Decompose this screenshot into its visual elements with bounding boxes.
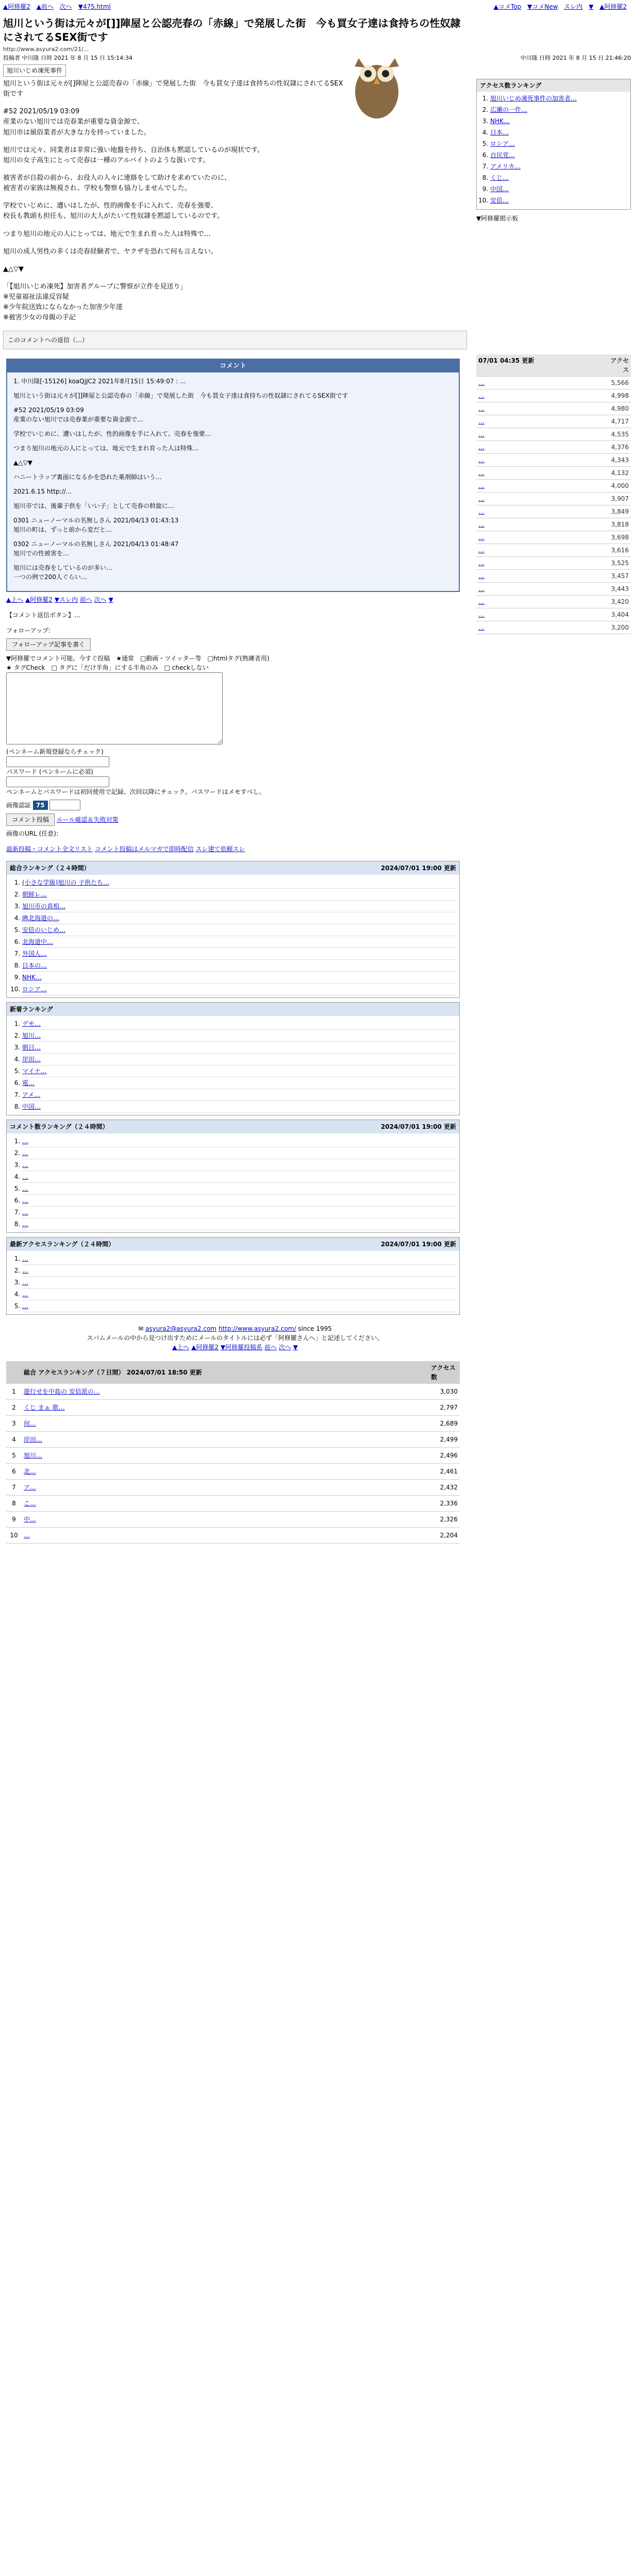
weekly-rank-link[interactable]: 北…: [24, 1468, 37, 1476]
rank-title: 新着ランキング: [10, 1006, 53, 1013]
side-rank-link[interactable]: ロシア…: [490, 140, 515, 147]
table-row: [476, 621, 631, 634]
table-row: [476, 608, 631, 621]
follow-note: ペンネームとパスワードは初回使用で記録、次回以降にチェック。パスワードはメモすべし。: [6, 788, 265, 796]
link-next[interactable]: 次へ: [94, 596, 107, 604]
follow-note: ▼阿修羅でコメント可能。今すぐ投稿 ★通常 □動画・ツイッター等 □htmlタグ(熟練者用): [6, 655, 270, 663]
follow-note: ★ タグCheck □ タグに「だけ半角」にする半角のみ □ checkしない: [6, 664, 209, 672]
meta-right: 中川隆 日時 2021 年 8 月 15 日 21:46:20: [520, 54, 631, 61]
comment-box-title: コメント: [7, 360, 459, 373]
link-asyura2[interactable]: ▲阿修羅2: [25, 596, 53, 604]
weekly-rank-link[interactable]: 何…: [24, 1420, 37, 1428]
footer-link[interactable]: 次へ: [278, 1344, 291, 1351]
rank-col-num: [6, 1361, 22, 1384]
weekly-rank-link[interactable]: ア…: [24, 1484, 37, 1492]
comment-paragraph: ハニートラップ裏面になるかを恐れた薬剤師はいう…: [13, 473, 162, 481]
rank-item[interactable]: …: [22, 1173, 28, 1181]
table-row: [476, 376, 631, 389]
table-row: [476, 453, 631, 466]
comment-box: [6, 359, 460, 592]
side-rank-count: 4,376: [607, 440, 631, 453]
body-paragraph: 旭川では元々、同業者は非常に強い地盤を持ち、自治体も黙認しているのが現状です。 旭川の女子高生にとって売春は一種のアルバイトのような扱いです。: [3, 146, 264, 164]
nav-link-comment-new[interactable]: ▼コメNew: [527, 3, 558, 10]
weekly-rank-link[interactable]: くじ まぁ 歌…: [24, 1404, 65, 1412]
weekly-rank-link[interactable]: 遊行せを中島の 安倍派の…: [24, 1388, 100, 1396]
rank-title: 最新アクセスランキング（２４時間）: [10, 1241, 115, 1248]
rank-item[interactable]: …: [22, 1267, 28, 1275]
rank-item[interactable]: 安倍のいじめ…: [22, 926, 66, 934]
rank-item[interactable]: 旭川…: [22, 1032, 41, 1040]
side-rank-count: 4,535: [607, 428, 631, 440]
side-rank-link[interactable]: …: [478, 443, 485, 451]
rank-title-header: [22, 1361, 429, 1384]
footer-notice: スパムメールの中から見つけ出すためにメールのタイトルには必ず「阿修羅さんへ」と記述してください。: [87, 1334, 383, 1342]
author-line: 投稿者 中川隆 日時 2021 年 8 月 15 日 15:14:34: [3, 54, 132, 61]
weekly-rank-link[interactable]: 中…: [24, 1516, 37, 1523]
side-rank-link[interactable]: …: [478, 559, 485, 567]
body-paragraph: ▲△▽▼: [3, 265, 24, 273]
side-rank-link[interactable]: …: [478, 469, 485, 477]
table-row: [476, 544, 631, 556]
side-rank-count: 3,616: [607, 544, 631, 556]
sidebar-ranking: [476, 354, 631, 1548]
rank-date: 2024/07/01 19:00 更新: [380, 865, 456, 872]
rank-title: 総合ランキング（２４時間）: [10, 865, 90, 872]
side-rank-count: 3,907: [607, 492, 631, 505]
nav-link-down[interactable]: ▼: [589, 3, 594, 10]
nav-link-next[interactable]: 次へ: [59, 3, 72, 10]
side-rank-link[interactable]: …: [478, 482, 485, 489]
rank-box-comments: [6, 1120, 460, 1233]
side-rank-header-left: 07/01 04:35 更新: [476, 354, 607, 377]
comment-paragraph: 旭川市では、後輩子供を「いい子」として売春の斡旋に…: [13, 502, 175, 510]
body-paragraph: つまり旭川の地元の人にとっては、地元で生まれ育った人は特殊で…: [3, 230, 211, 238]
top-nav: [0, 0, 634, 13]
side-box-title: アクセス数ランキング: [477, 79, 630, 92]
table-row: 5 旭川… 2,496: [6, 1448, 460, 1464]
article-url[interactable]: http://www.asyura2.com/21/...: [3, 46, 89, 53]
rank-item[interactable]: 北海道中…: [22, 938, 54, 946]
side-rank-link[interactable]: …: [478, 520, 485, 528]
rank-item[interactable]: …: [22, 1221, 28, 1228]
rank-item[interactable]: 岸田…: [22, 1056, 41, 1063]
weekly-rank-count: 2,326: [429, 1512, 460, 1528]
owl-icon: [348, 43, 405, 120]
side-rank-link[interactable]: NHK…: [490, 117, 510, 125]
table-row: [476, 440, 631, 453]
side-rank-count: 3,200: [607, 621, 631, 634]
weekly-rank-link[interactable]: …: [24, 1532, 30, 1539]
mail-icon: ✉: [138, 1325, 144, 1333]
table-row: 7 ア… 2,432: [6, 1480, 460, 1496]
sidebar-ranking-table: [476, 354, 631, 634]
table-row: [476, 505, 631, 518]
comment-paragraph: 0301 ニューノーマルの名無しさん 2021/04/13 01:43:13 旭川の町は、ずっと前から変だと…: [13, 517, 179, 534]
body-paragraph: 旭川の成人男性の多くは売春経験者で、ヤクザを恐れて何も言えない。: [3, 247, 218, 256]
side-rank-count: 4,980: [607, 402, 631, 415]
rank-item[interactable]: 電…: [22, 1079, 35, 1087]
table-row: [476, 428, 631, 440]
weekly-access-ranking: [6, 1361, 460, 1544]
password-input[interactable]: [6, 776, 109, 787]
side-rank-link[interactable]: 広瀬の一件…: [490, 106, 528, 113]
weekly-rank-link[interactable]: 旭川…: [24, 1452, 43, 1460]
article-headline: 旭川という街は元々が[]]陣屋と公認売春の「赤線」で発展した街 今も買女子達は食持ちの性奴隷にされてるSEX街です: [3, 17, 461, 43]
rank-item[interactable]: デモ…: [22, 1020, 41, 1028]
weekly-rank-count: 2,461: [429, 1464, 460, 1480]
side-rank-link[interactable]: 自民党…: [490, 151, 515, 159]
rank-item[interactable]: NHK…: [22, 974, 42, 981]
side-rank-link[interactable]: 旭川いじめ凍死事件の加害者…: [490, 95, 577, 102]
comment-box-body: [7, 372, 459, 591]
latest-posts-link[interactable]: 最新投稿・コメント全文リスト: [6, 845, 93, 853]
table-row: 4 岸田… 2,499: [6, 1432, 460, 1448]
rank-item[interactable]: …: [22, 1138, 28, 1145]
table-row: [476, 556, 631, 569]
footer-link[interactable]: ▲上へ: [172, 1344, 190, 1351]
captcha-input[interactable]: [49, 800, 80, 810]
side-rank-link[interactable]: …: [478, 611, 485, 618]
side-rank-link[interactable]: …: [478, 546, 485, 554]
rank-item[interactable]: …: [22, 1209, 28, 1216]
rank-item[interactable]: 朝鮮レ…: [22, 891, 47, 899]
side-rank-count: 4,717: [607, 415, 631, 428]
table-row: 1 遊行せを中島の 安倍派の… 3,030: [6, 1384, 460, 1400]
table-row: 8 こ… 2,336: [6, 1496, 460, 1512]
footer: [3, 1319, 467, 1357]
side-rank-link[interactable]: 中国…: [490, 185, 509, 193]
rank-item[interactable]: 日本の…: [22, 962, 47, 970]
footer-link[interactable]: 前へ: [264, 1344, 277, 1351]
rank-item[interactable]: 旭川市の真相…: [22, 903, 66, 910]
rank-item[interactable]: …: [22, 1255, 28, 1263]
follow-form: [3, 623, 467, 841]
body-paragraph: 被害者が自殺の前から、お役人の人々に連絡をして助けを求めていたのに、 被害者の家族は無視され、学校も警察も協力しませんでした。: [3, 174, 231, 193]
comment-paragraph: 2021.6.15 http://...: [13, 488, 72, 496]
table-row: [476, 569, 631, 582]
follow-note: パスワード (ペンネームに必須): [6, 768, 93, 776]
side-rank-count: 4,998: [607, 389, 631, 402]
mailmag-link[interactable]: コメント投稿はメルマガで即時配信: [94, 845, 194, 853]
body-paragraph: 旭川という街は元々が[]陣屋と公認売春の「赤線」で発展した街 今も買女子達は食持ちの性奴隷にされてるSEX街です: [3, 80, 343, 98]
quote-header: 【コメント返信ボタン】…: [6, 612, 81, 619]
comment-paragraph: 旭川には売春をしているのが多い… 一つの例で200人ぐらい…: [13, 564, 113, 581]
nav-link-comment-top[interactable]: ▲コメTop: [493, 3, 522, 10]
follow-note: (ペンネーム新規登録ならチェック): [6, 748, 104, 756]
side-rank-link[interactable]: 安倍…: [490, 197, 509, 204]
rank-date: 2024/07/01 19:00 更新: [380, 1123, 456, 1131]
top-nav-left: [3, 2, 115, 11]
side-rank-count: 4,000: [607, 479, 631, 492]
weekly-rank-count: 2,689: [429, 1416, 460, 1432]
side-rank-link[interactable]: …: [478, 585, 485, 592]
weekly-date: 2024/07/01 18:50 更新: [126, 1369, 202, 1377]
site-link[interactable]: http://www.asyura2.com/: [218, 1325, 296, 1333]
rank-item[interactable]: …: [22, 1302, 28, 1310]
side-rank-link[interactable]: …: [478, 598, 485, 605]
body-paragraph: #52 2021/05/19 03:09 産業のない旭川では売春業が重要な資金源で、 旭川市は風俗業者が大きな力を持っていました。: [3, 108, 151, 137]
main-columns: [0, 79, 634, 354]
body-paragraph: 「【旭川いじめ凍死】加害者グループに警察が立件を見送り」 ※児童福祉法違反容疑 ※少年院送致にならなかった加害少年達 ※被害少女の母親の手記: [3, 282, 187, 322]
weekly-rank-count: 2,432: [429, 1480, 460, 1496]
mid-links: [3, 841, 467, 857]
follow-reply-button[interactable]: フォローアップ記事を書く: [6, 638, 91, 651]
captcha-label: 画像認証: [6, 802, 31, 809]
rank-box-latest: [6, 1237, 460, 1315]
side-rank-link[interactable]: 日本…: [490, 129, 509, 136]
weekly-rank-link[interactable]: こ…: [24, 1500, 37, 1507]
rank-item[interactable]: …: [22, 1197, 28, 1205]
side-rank-count: 3,698: [607, 531, 631, 544]
comment-paragraph: ▲△▽▼: [13, 459, 32, 467]
rank-item[interactable]: …: [22, 1291, 28, 1298]
penname-input[interactable]: [6, 756, 109, 767]
nav-link-asyura2[interactable]: ▲阿修羅2: [3, 3, 30, 10]
side-access-ranking: [476, 79, 631, 210]
side-rank-count: 3,420: [607, 595, 631, 608]
after-comment-links: [3, 592, 467, 607]
table-row: [476, 518, 631, 531]
footer-link[interactable]: ▲阿修羅2: [191, 1344, 219, 1351]
side-rank-link[interactable]: …: [478, 417, 485, 425]
side-rank-count: 3,457: [607, 569, 631, 582]
side-board-links[interactable]: ▼阿修羅掲示板: [476, 215, 519, 222]
link-down[interactable]: ▼: [108, 596, 113, 604]
image-url-label: 画像のURL (任意):: [6, 830, 59, 838]
table-row: [476, 466, 631, 479]
table-row: [476, 531, 631, 544]
sidebar: [476, 79, 631, 354]
rank-item[interactable]: …: [22, 1279, 28, 1286]
rank-date: 2024/07/01 19:00 更新: [380, 1241, 456, 1248]
rank-item[interactable]: …: [22, 1149, 28, 1157]
rank-item[interactable]: JR北海道の…: [22, 914, 59, 922]
article-meta: [0, 54, 634, 63]
side-rank-count: 5,566: [607, 376, 631, 389]
side-rank-link[interactable]: …: [478, 507, 485, 515]
side-rank-link[interactable]: …: [478, 623, 485, 631]
submit-comment-button[interactable]: コメント投稿: [6, 814, 55, 826]
email-link[interactable]: asyura2@asyura2.com: [145, 1325, 216, 1333]
comment-textarea[interactable]: [6, 672, 223, 744]
follow-title: フォローアップ:: [6, 627, 51, 635]
side-rank-link[interactable]: …: [478, 456, 485, 464]
side-rank-count: 4,343: [607, 453, 631, 466]
body-paragraph: 学校でいじめに、遭いはしたが、性的画像を手に入れて、売春を強要、 校長も教頭も担任も、旭川の大人がたいて性奴隷を黙認しているのです。: [3, 202, 224, 221]
table-row: [476, 402, 631, 415]
side-rank-link[interactable]: …: [478, 379, 485, 386]
rank-title: コメント数ランキング（２４時間）: [10, 1123, 109, 1131]
rules-link[interactable]: ルール確認＆失敗対策: [56, 816, 119, 824]
table-row: 9 中… 2,326: [6, 1512, 460, 1528]
side-rank-count: 3,818: [607, 518, 631, 531]
table-row: [476, 595, 631, 608]
table-row: 10 … 2,204: [6, 1528, 460, 1544]
footer-link[interactable]: ▼阿修羅投稿系: [220, 1344, 263, 1351]
side-rank-link[interactable]: …: [478, 430, 485, 438]
side-rank-link[interactable]: アメリカ…: [490, 163, 521, 170]
side-rank-count: 3,404: [607, 608, 631, 621]
table-row: 2 くじ まぁ 歌… 2,797: [6, 1400, 460, 1416]
tag-box[interactable]: 旭川いじめ凍死事件: [3, 64, 66, 77]
side-rank-link[interactable]: …: [478, 404, 485, 412]
rank-item[interactable]: 中国…: [22, 1103, 41, 1111]
nav-link-prev[interactable]: ▲前へ: [36, 3, 54, 10]
thread-request-link[interactable]: スレ建て依頼スレ: [195, 845, 245, 853]
weekly-rank-count: 2,797: [429, 1400, 460, 1416]
nav-link-asyura2-right[interactable]: ▲阿修羅2: [599, 3, 627, 10]
side-rank-count: 3,525: [607, 556, 631, 569]
comment-paragraph: 1. 中川隆[-15126] koaQjJC2 2021年8月15日 15:49:07 : ...: [13, 378, 186, 385]
rank-item[interactable]: アメ…: [22, 1091, 41, 1099]
weekly-rank-count: 2,204: [429, 1528, 460, 1544]
weekly-title: 総合 アクセスランキング（７日間）: [24, 1369, 125, 1377]
reply-comment-line[interactable]: このコメントへの返信（…）: [3, 331, 467, 349]
nav-link-thread[interactable]: ▼475.html: [78, 3, 111, 10]
rank-item[interactable]: (小さな学級)旭川の 子供たち…: [22, 879, 110, 887]
top-nav-right: [494, 2, 631, 11]
footer-link[interactable]: ▼: [293, 1344, 298, 1351]
comment-column: [3, 354, 467, 1548]
side-rank-link[interactable]: …: [478, 495, 485, 502]
table-row: [476, 479, 631, 492]
nav-link-in-thread[interactable]: スレ内: [564, 3, 583, 10]
captcha-code: 75: [33, 801, 48, 810]
comment-paragraph: つまり旭川の地元の人にとっては、地元で生まれ育った人は特殊…: [13, 445, 199, 452]
table-row: [476, 582, 631, 595]
comment-paragraph: 旭川という街は元々が[]]陣屋と公認売春の「赤線」で発展した街 今も買女子達は食持ちの性奴隷にされてるSEX街です: [13, 392, 348, 400]
table-row: [476, 415, 631, 428]
comment-paragraph: #52 2021/05/19 03:09 産業のない旭川では売春業が重要な資金源で…: [13, 406, 144, 423]
weekly-rank-count: 2,499: [429, 1432, 460, 1448]
weekly-rank-link[interactable]: 岸田…: [24, 1436, 43, 1444]
side-rank-count: 4,132: [607, 466, 631, 479]
main-column: [3, 79, 467, 354]
rank-item[interactable]: …: [22, 1161, 28, 1169]
comment-section: [0, 354, 634, 1548]
rank-box-new: [6, 1002, 460, 1115]
side-rank-count: 3,849: [607, 505, 631, 518]
side-rank-link[interactable]: …: [478, 533, 485, 541]
side-rank-header-right: アクセス: [607, 354, 631, 377]
rank-box-overall: [6, 861, 460, 998]
rank-item[interactable]: …: [22, 1185, 28, 1193]
side-rank-link[interactable]: …: [478, 572, 485, 580]
table-row: 3 何… 2,689: [6, 1416, 460, 1432]
rank-item[interactable]: 朝日…: [22, 1044, 41, 1052]
rank-count-header: アクセス数: [429, 1361, 460, 1384]
weekly-rank-count: 2,336: [429, 1496, 460, 1512]
link-prev[interactable]: 前へ: [79, 596, 92, 604]
table-row: [476, 389, 631, 402]
table-row: 6 北… 2,461: [6, 1464, 460, 1480]
weekly-rank-count: 2,496: [429, 1448, 460, 1464]
rank-item[interactable]: マイナ…: [22, 1067, 47, 1075]
table-row: [476, 492, 631, 505]
side-rank-count: 3,443: [607, 582, 631, 595]
rank-item[interactable]: ロシア…: [22, 986, 47, 993]
link-in-thread[interactable]: ▼スレ内: [54, 596, 78, 604]
rank-item[interactable]: 外国人…: [22, 950, 47, 958]
side-rank-link[interactable]: くじ…: [490, 174, 509, 181]
comment-paragraph: 0302 ニューノーマルの名無しさん 2021/04/13 01:48:47 旭川での性被害を…: [13, 540, 179, 557]
link-up[interactable]: ▲上へ: [6, 596, 24, 604]
since-text: since 1995: [298, 1325, 332, 1333]
comment-paragraph: 学校でいじめに、遭いはしたが、性的画像を手に入れて、売春を強要…: [13, 430, 211, 438]
weekly-rank-count: 3,030: [429, 1384, 460, 1400]
side-rank-link[interactable]: …: [478, 392, 485, 399]
